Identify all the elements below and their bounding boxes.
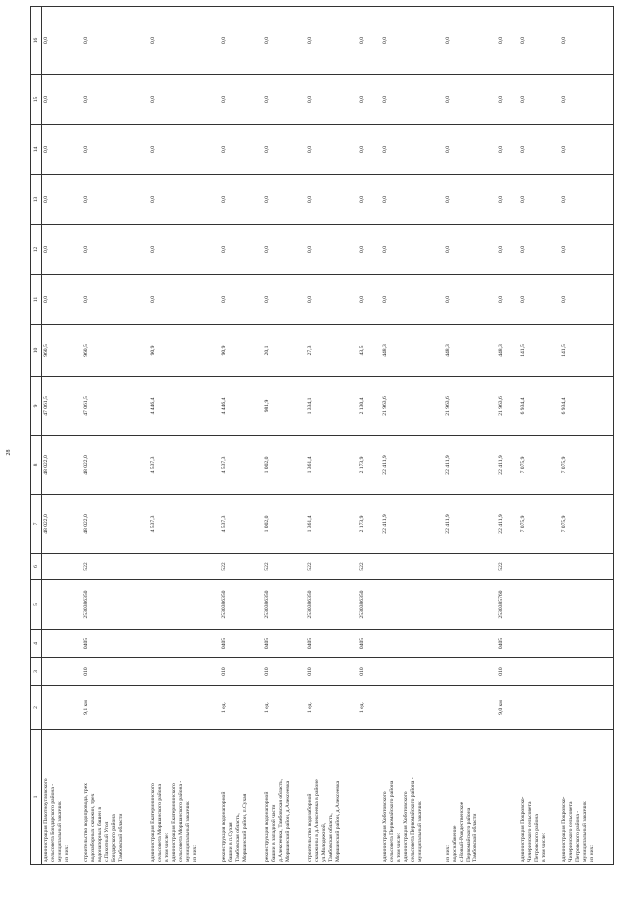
column-header-7: 7 <box>31 495 42 554</box>
cell-col-14: 0,0 <box>497 125 519 175</box>
cell-col-9: 2 130,4 <box>358 377 382 436</box>
description-line: Моршанский район, п.Сухая <box>241 793 248 862</box>
description-line: муниципальный заказчик <box>184 801 191 862</box>
row-description <box>444 730 498 865</box>
cell-col-8: 4 537,3 <box>149 436 220 495</box>
cell-col-14: 0,0 <box>306 125 358 175</box>
cell-col-16: 0,0 <box>358 7 382 75</box>
description-line: администрация Покровско- <box>560 796 567 862</box>
cell-col-12: 0,0 <box>560 225 614 275</box>
cell-col-2 <box>560 686 614 730</box>
cell-col-6 <box>42 554 83 580</box>
description-line: сельсовета Бондарского района - <box>49 783 56 862</box>
cell-col-12: 0,0 <box>306 225 358 275</box>
cell-col-2: 1 ед. <box>263 686 306 730</box>
row-description <box>42 730 83 865</box>
cell-col-13: 0,0 <box>444 175 498 225</box>
description-line: Моршанский район, д.Алексеевка <box>334 780 341 862</box>
cell-col-6 <box>560 554 614 580</box>
table-row <box>306 7 358 865</box>
table-row <box>497 7 519 865</box>
cell-col-4 <box>560 630 614 658</box>
cell-col-11: 0,0 <box>42 275 83 325</box>
description-line: Моршанский район, д.Алексеевка <box>284 780 291 862</box>
cell-col-13: 0,0 <box>220 175 263 225</box>
cell-col-14: 0,0 <box>149 125 220 175</box>
cell-col-9: 981,9 <box>263 377 306 436</box>
cell-col-5: 2530386350 <box>358 580 382 630</box>
table-row <box>444 7 498 865</box>
description-line: водонапорных башен в <box>97 807 104 862</box>
description-line: муниципальный заказчик <box>581 801 588 862</box>
cell-col-2: 1 ед. <box>306 686 358 730</box>
cell-col-7: 2 173,9 <box>358 495 382 554</box>
cell-col-12: 0,0 <box>497 225 519 275</box>
cell-col-16: 0,0 <box>82 7 149 75</box>
table-row <box>82 7 149 865</box>
description-line: Чичеринского сельсовета <box>526 801 533 862</box>
row-description <box>560 730 614 865</box>
cell-col-11: 0,0 <box>149 275 220 325</box>
cell-col-5 <box>560 580 614 630</box>
cell-col-14: 0,0 <box>560 125 614 175</box>
cell-col-15: 0,0 <box>306 75 358 125</box>
cell-col-10: 448,3 <box>381 325 443 377</box>
cell-col-6 <box>519 554 560 580</box>
description-line: администрация Екатерининского <box>170 783 177 862</box>
description-line: муниципальный заказчик <box>56 801 63 862</box>
column-header-3: 3 <box>31 658 42 686</box>
cell-col-13: 0,0 <box>263 175 306 225</box>
cell-col-3 <box>42 658 83 686</box>
row-description <box>220 730 263 865</box>
cell-col-10: 43,5 <box>358 325 382 377</box>
cell-col-16: 0,0 <box>381 7 443 75</box>
table-row <box>149 7 220 865</box>
cell-col-3 <box>444 658 498 686</box>
row-description <box>263 730 306 865</box>
cell-col-7: 7 075,9 <box>519 495 560 554</box>
cell-col-8: 2 173,9 <box>358 436 382 495</box>
description-line: сельсовета Первомайского района - <box>410 777 417 862</box>
column-header-14: 14 <box>31 125 42 175</box>
description-line: сельсовета Первомайского района <box>389 780 396 862</box>
cell-col-12: 0,0 <box>42 225 83 275</box>
cell-col-14: 0,0 <box>82 125 149 175</box>
table-row <box>519 7 560 865</box>
description-line: строительство водопровода, трех <box>83 783 90 862</box>
cell-col-5: 2530386350 <box>82 580 149 630</box>
cell-col-15: 0,0 <box>560 75 614 125</box>
column-header-15: 15 <box>31 75 42 125</box>
row-description <box>497 730 519 865</box>
cell-col-9: 4 446,4 <box>220 377 263 436</box>
description-line: администрация Хоботовского <box>382 791 389 862</box>
cell-col-10: 90,9 <box>220 325 263 377</box>
cell-col-14: 0,0 <box>444 125 498 175</box>
cell-col-3: 010 <box>82 658 149 686</box>
description-line: водозаборных скважин, трех <box>90 793 97 862</box>
column-header-16: 16 <box>31 7 42 75</box>
description-line: с.Пахотный Угол <box>104 821 111 862</box>
row-description <box>358 730 382 865</box>
description-line: Тамбовская область, <box>234 813 241 862</box>
cell-col-11: 0,0 <box>497 275 519 325</box>
cell-col-8: 22 411,9 <box>444 436 498 495</box>
cell-col-4: 0405 <box>306 630 358 658</box>
cell-col-16: 0,0 <box>263 7 306 75</box>
cell-col-2 <box>444 686 498 730</box>
description-line: сельсовета Моршанского района - <box>177 780 184 862</box>
cell-col-15: 0,0 <box>358 75 382 125</box>
description-line: администрация Покровско- <box>519 796 526 862</box>
cell-col-12: 0,0 <box>220 225 263 275</box>
cell-col-6: 522 <box>306 554 358 580</box>
description-line: башни в п.Сухая <box>227 822 234 862</box>
description-line: Тамбовской области <box>472 813 479 862</box>
cell-col-2: 1 ед. <box>358 686 382 730</box>
cell-col-3 <box>519 658 560 686</box>
column-header-9: 9 <box>31 377 42 436</box>
cell-col-4: 0405 <box>263 630 306 658</box>
cell-col-4: 0405 <box>497 630 519 658</box>
cell-col-16: 0,0 <box>42 7 83 75</box>
column-header-6: 6 <box>31 554 42 580</box>
cell-col-13: 0,0 <box>358 175 382 225</box>
description-line: Тамбовской области <box>118 813 125 862</box>
cell-col-8: 1 002,0 <box>263 436 306 495</box>
cell-col-11: 0,0 <box>560 275 614 325</box>
cell-col-12: 0,0 <box>82 225 149 275</box>
cell-col-14: 0,0 <box>263 125 306 175</box>
cell-col-6: 522 <box>263 554 306 580</box>
cell-col-6: 522 <box>358 554 382 580</box>
description-line: в том числе: <box>396 832 403 862</box>
description-line: д.Алексеевка, Тамбовская область, <box>277 779 284 862</box>
table-row <box>263 7 306 865</box>
cell-col-12: 0,0 <box>263 225 306 275</box>
cell-col-7: 48 022,0 <box>82 495 149 554</box>
cell-col-3: 010 <box>497 658 519 686</box>
cell-col-9: 6 934,4 <box>519 377 560 436</box>
description-line: в том числе: <box>163 832 170 862</box>
cell-col-12: 0,0 <box>381 225 443 275</box>
cell-col-6: 522 <box>82 554 149 580</box>
table-row <box>220 7 263 865</box>
column-header-1: 1 <box>31 730 42 865</box>
cell-col-15: 0,0 <box>220 75 263 125</box>
table-row <box>358 7 382 865</box>
cell-col-15: 0,0 <box>263 75 306 125</box>
cell-col-3: 010 <box>220 658 263 686</box>
row-description <box>306 730 358 865</box>
cell-col-16: 0,0 <box>497 7 519 75</box>
cell-col-10: 448,3 <box>444 325 498 377</box>
cell-col-11: 0,0 <box>220 275 263 325</box>
cell-col-5: 2530386350 <box>220 580 263 630</box>
cell-col-4: 0405 <box>358 630 382 658</box>
cell-col-10: 960,5 <box>82 325 149 377</box>
description-line: Чичеринского сельсовета <box>567 801 574 862</box>
cell-col-3 <box>560 658 614 686</box>
cell-col-8: 22 411,9 <box>381 436 443 495</box>
cell-col-5: 2530385760 <box>497 580 519 630</box>
description-line: башни в западной части <box>270 804 277 862</box>
cell-col-16: 0,0 <box>220 7 263 75</box>
cell-col-9: 47 061,5 <box>82 377 149 436</box>
cell-col-10: 141,5 <box>560 325 614 377</box>
cell-col-13: 0,0 <box>381 175 443 225</box>
cell-col-13: 0,0 <box>82 175 149 225</box>
cell-col-7: 22 411,9 <box>444 495 498 554</box>
cell-col-4 <box>444 630 498 658</box>
cell-col-16: 0,0 <box>149 7 220 75</box>
cell-col-16: 0,0 <box>306 7 358 75</box>
cell-col-8: 48 022,0 <box>42 436 83 495</box>
cell-col-15: 0,0 <box>149 75 220 125</box>
cell-col-16: 0,0 <box>560 7 614 75</box>
cell-col-3: 010 <box>306 658 358 686</box>
cell-col-13: 0,0 <box>149 175 220 225</box>
cell-col-11: 0,0 <box>306 275 358 325</box>
cell-col-8: 22 411,9 <box>497 436 519 495</box>
description-line: водоснабжение <box>451 825 458 862</box>
cell-col-5 <box>381 580 443 630</box>
cell-col-6: 522 <box>497 554 519 580</box>
cell-col-14: 0,0 <box>42 125 83 175</box>
budget-table <box>30 6 614 865</box>
description-line: Первомайского района <box>465 807 472 862</box>
cell-col-13: 0,0 <box>497 175 519 225</box>
cell-col-15: 0,0 <box>497 75 519 125</box>
cell-col-5 <box>519 580 560 630</box>
column-header-10: 10 <box>31 325 42 377</box>
cell-col-10: 90,9 <box>149 325 220 377</box>
cell-col-13: 0,0 <box>519 175 560 225</box>
cell-col-3: 010 <box>358 658 382 686</box>
page-number: 28 <box>6 449 12 456</box>
cell-col-9: 21 963,6 <box>381 377 443 436</box>
cell-col-6 <box>444 554 498 580</box>
cell-col-13: 0,0 <box>306 175 358 225</box>
cell-col-4 <box>519 630 560 658</box>
table-row <box>560 7 614 865</box>
row-description <box>149 730 220 865</box>
cell-col-11: 0,0 <box>519 275 560 325</box>
column-header-2: 2 <box>31 686 42 730</box>
cell-col-10: 27,3 <box>306 325 358 377</box>
cell-col-9: 21 963,6 <box>497 377 519 436</box>
cell-col-15: 0,0 <box>82 75 149 125</box>
cell-col-2 <box>42 686 83 730</box>
cell-col-11: 0,0 <box>444 275 498 325</box>
cell-col-15: 0,0 <box>42 75 83 125</box>
description-line: из них: <box>191 845 198 862</box>
description-line: из них: <box>444 845 451 862</box>
cell-col-3: 010 <box>263 658 306 686</box>
cell-col-6 <box>149 554 220 580</box>
cell-col-5 <box>444 580 498 630</box>
cell-col-15: 0,0 <box>381 75 443 125</box>
description-line: Тамбовская область, <box>327 813 334 862</box>
cell-col-10: 448,3 <box>497 325 519 377</box>
column-header-11: 11 <box>31 275 42 325</box>
cell-col-15: 0,0 <box>444 75 498 125</box>
description-line: ул.Молодежной, <box>320 822 327 862</box>
cell-col-2: 9,1 км <box>82 686 149 730</box>
column-header-8: 8 <box>31 436 42 495</box>
cell-col-11: 0,0 <box>82 275 149 325</box>
description-line: из них: <box>588 845 595 862</box>
cell-col-2 <box>381 686 443 730</box>
cell-col-8: 48 022,0 <box>82 436 149 495</box>
description-line: Бондарского района <box>111 814 118 862</box>
cell-col-10: 960,5 <box>42 325 83 377</box>
description-line: реконструкция водонапорной <box>263 791 270 862</box>
cell-col-4 <box>381 630 443 658</box>
cell-col-7: 1 002,0 <box>263 495 306 554</box>
description-line: скважины в д.Алексеевка в районе <box>313 779 320 862</box>
cell-col-4 <box>42 630 83 658</box>
table-body <box>42 7 614 865</box>
cell-col-2: 1 ед. <box>220 686 263 730</box>
cell-col-13: 0,0 <box>560 175 614 225</box>
description-line: муниципальный заказчик <box>417 801 424 862</box>
description-line: с.Новый-Рождественское <box>458 801 465 862</box>
cell-col-14: 0,0 <box>220 125 263 175</box>
cell-col-12: 0,0 <box>519 225 560 275</box>
description-line: администрация Екатерининского <box>150 783 156 862</box>
cell-col-9: 21 963,6 <box>444 377 498 436</box>
description-line: в том числе: <box>540 832 547 862</box>
cell-col-12: 0,0 <box>358 225 382 275</box>
cell-col-7: 4 537,3 <box>220 495 263 554</box>
table-row <box>381 7 443 865</box>
description-line: Петровского района <box>533 814 540 862</box>
row-description <box>82 730 149 865</box>
cell-col-11: 0,0 <box>358 275 382 325</box>
cell-col-5 <box>42 580 83 630</box>
cell-col-2 <box>519 686 560 730</box>
cell-col-7: 22 411,9 <box>381 495 443 554</box>
cell-col-4: 0405 <box>220 630 263 658</box>
cell-col-7: 1 361,4 <box>306 495 358 554</box>
cell-col-12: 0,0 <box>149 225 220 275</box>
cell-col-8: 1 361,4 <box>306 436 358 495</box>
row-description <box>381 730 443 865</box>
cell-col-8: 7 075,9 <box>519 436 560 495</box>
cell-col-14: 0,0 <box>519 125 560 175</box>
cell-col-14: 0,0 <box>358 125 382 175</box>
row-description <box>519 730 560 865</box>
column-header-13: 13 <box>31 175 42 225</box>
cell-col-12: 0,0 <box>444 225 498 275</box>
cell-col-4: 0405 <box>82 630 149 658</box>
cell-col-16: 0,0 <box>519 7 560 75</box>
cell-col-10: 141,5 <box>519 325 560 377</box>
cell-col-16: 0,0 <box>444 7 498 75</box>
cell-col-6: 522 <box>220 554 263 580</box>
cell-col-5: 2530386350 <box>306 580 358 630</box>
cell-col-5 <box>149 580 220 630</box>
cell-col-11: 0,0 <box>263 275 306 325</box>
cell-col-10: 20,1 <box>263 325 306 377</box>
cell-col-9: 47 061,5 <box>42 377 83 436</box>
table-row <box>42 7 83 865</box>
description-line: Петровского района - <box>574 810 581 862</box>
cell-col-4 <box>149 630 220 658</box>
column-header-4: 4 <box>31 630 42 658</box>
cell-col-3 <box>381 658 443 686</box>
cell-col-2: 9,0 км <box>497 686 519 730</box>
cell-col-6 <box>381 554 443 580</box>
cell-col-2 <box>149 686 220 730</box>
cell-col-7: 48 022,0 <box>42 495 83 554</box>
cell-col-7: 22 411,9 <box>497 495 519 554</box>
description-line: сельсовета Моршанского района <box>156 784 163 862</box>
cell-col-11: 0,0 <box>381 275 443 325</box>
cell-col-9: 1 334,1 <box>306 377 358 436</box>
cell-col-7: 4 537,3 <box>149 495 220 554</box>
description-line: администрация Пахотноугловского <box>43 778 49 862</box>
cell-col-7: 7 075,9 <box>560 495 614 554</box>
table-header <box>31 7 42 865</box>
cell-col-5: 2530386350 <box>263 580 306 630</box>
column-header-5: 5 <box>31 580 42 630</box>
cell-col-15: 0,0 <box>519 75 560 125</box>
description-line: реконструкция водонапорной <box>220 791 227 862</box>
description-line: администрация Хоботовского <box>403 791 410 862</box>
cell-col-14: 0,0 <box>381 125 443 175</box>
cell-col-3 <box>149 658 220 686</box>
cell-col-9: 4 446,4 <box>149 377 220 436</box>
description-line: строительство водозаборной <box>306 793 313 862</box>
description-line: из них: <box>63 845 70 862</box>
cell-col-9: 6 934,4 <box>560 377 614 436</box>
cell-col-8: 7 075,9 <box>560 436 614 495</box>
cell-col-8: 4 537,3 <box>220 436 263 495</box>
cell-col-13: 0,0 <box>42 175 83 225</box>
column-header-12: 12 <box>31 225 42 275</box>
